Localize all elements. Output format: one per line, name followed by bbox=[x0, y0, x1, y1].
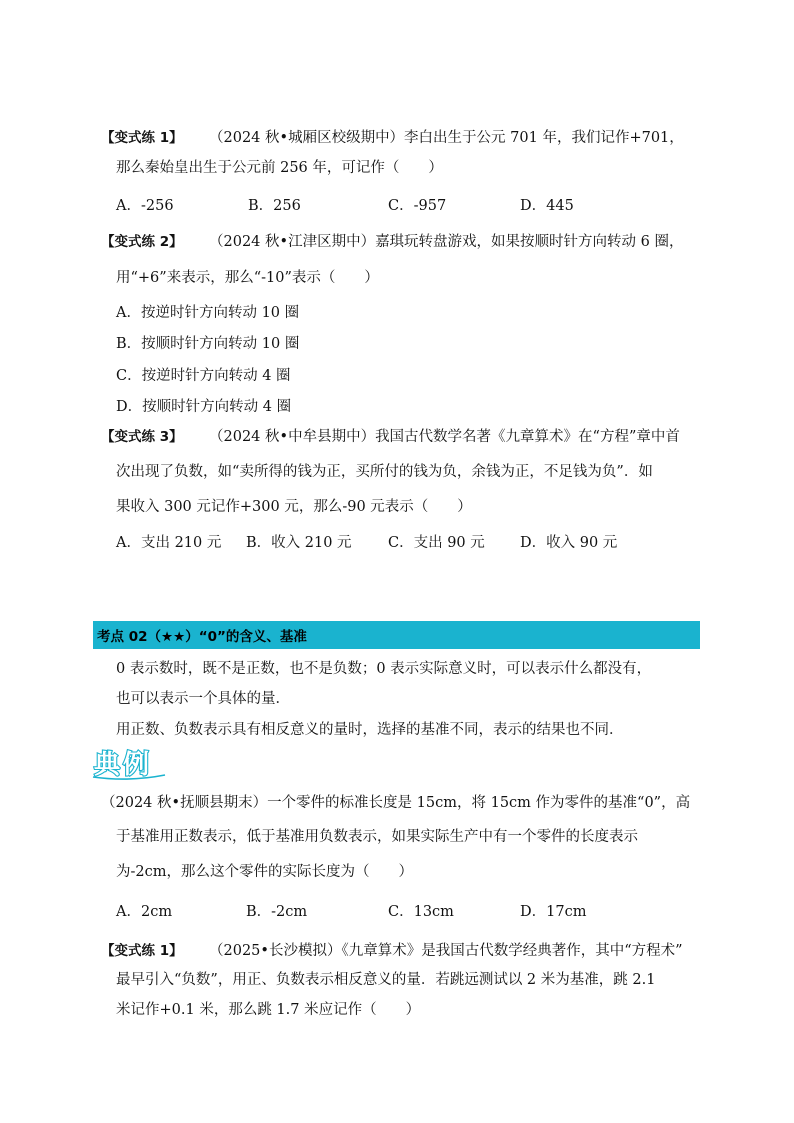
question-text-line: 用“+6”来表示，那么“-10”表示（ ） bbox=[116, 270, 379, 286]
question-text-line: 那么秦始皇出生于公元前 256 年，可记作（ ） bbox=[116, 160, 443, 176]
option-a: A．-256 bbox=[116, 198, 174, 214]
question-text-line: （2024 秋•中牟县期中）我国古代数学名著《九章算术》在“方程”章中首 bbox=[209, 429, 680, 445]
question-text-line: 次出现了负数，如“卖所得的钱为正，买所付的钱为负，余钱为正，不足钱为负”．如 bbox=[116, 464, 653, 480]
option-c: C．-957 bbox=[388, 198, 447, 214]
section-text-line: 0 表示数时，既不是正数，也不是负数；0 表示实际意义时，可以表示什么都没有， bbox=[116, 661, 652, 677]
option-d: D．按顺时针方向转动 4 圈 bbox=[116, 399, 292, 415]
question-text-line: （2025•长沙模拟）《九章算术》是我国古代数学经典著作，其中“方程术” bbox=[209, 943, 683, 959]
section-text-line: 也可以表示一个具体的量． bbox=[116, 691, 290, 707]
question-tag: 【变式练 2】 bbox=[101, 234, 183, 250]
option-d: D．445 bbox=[520, 198, 574, 214]
question-tag: 【变式练 1】 bbox=[101, 943, 183, 959]
option-b: B．-2cm bbox=[246, 904, 308, 920]
option-b: B．256 bbox=[248, 198, 301, 214]
question-text-line: 最早引入“负数”，用正、负数表示相反意义的量．若跳远测试以 2 米为基准，跳 2.1 bbox=[116, 972, 656, 988]
question-text-line: 于基准用正数表示，低于基准用负数表示，如果实际生产中有一个零件的长度表示 bbox=[116, 829, 638, 845]
question-text-line: 为-2cm，那么这个零件的实际长度为（ ） bbox=[116, 864, 413, 880]
section-text-line: 用正数、负数表示具有相反意义的量时，选择的基准不同，表示的结果也不同． bbox=[116, 722, 624, 738]
option-b: B．收入 210 元 bbox=[246, 535, 352, 551]
question-text-line: （2024 秋•抚顺县期末）一个零件的标准长度是 15cm，将 15cm 作为零件的基准“0”，高 bbox=[101, 795, 691, 811]
example-badge-icon bbox=[91, 748, 167, 780]
section-header-bar bbox=[93, 621, 700, 649]
question-tag: 【变式练 3】 bbox=[101, 429, 183, 445]
question-tag: 【变式练 1】 bbox=[101, 130, 183, 146]
section-title: 考点 02（★★）“0”的含义、基准 bbox=[97, 629, 307, 645]
question-text-line: 米记作+0.1 米，那么跳 1.7 米应记作（ ） bbox=[116, 1002, 421, 1018]
question-text-line: （2024 秋•江津区期中）嘉琪玩转盘游戏，如果按顺时针方向转动 6 圈， bbox=[209, 234, 684, 250]
option-a: A．2cm bbox=[116, 904, 173, 920]
option-c: C．按逆时针方向转动 4 圈 bbox=[116, 368, 291, 384]
option-d: D．17cm bbox=[520, 904, 587, 920]
option-b: B．按顺时针方向转动 10 圈 bbox=[116, 336, 300, 352]
option-c: C．支出 90 元 bbox=[388, 535, 485, 551]
example-badge-text: 典例 bbox=[94, 750, 153, 780]
option-d: D．收入 90 元 bbox=[520, 535, 618, 551]
option-a: A．按逆时针方向转动 10 圈 bbox=[116, 305, 300, 321]
question-text-line: （2024 秋•城厢区校级期中）李白出生于公元 701 年，我们记作+701， bbox=[209, 130, 684, 146]
option-c: C．13cm bbox=[388, 904, 454, 920]
option-a: A．支出 210 元 bbox=[116, 535, 222, 551]
question-text-line: 果收入 300 元记作+300 元，那么-90 元表示（ ） bbox=[116, 499, 472, 515]
